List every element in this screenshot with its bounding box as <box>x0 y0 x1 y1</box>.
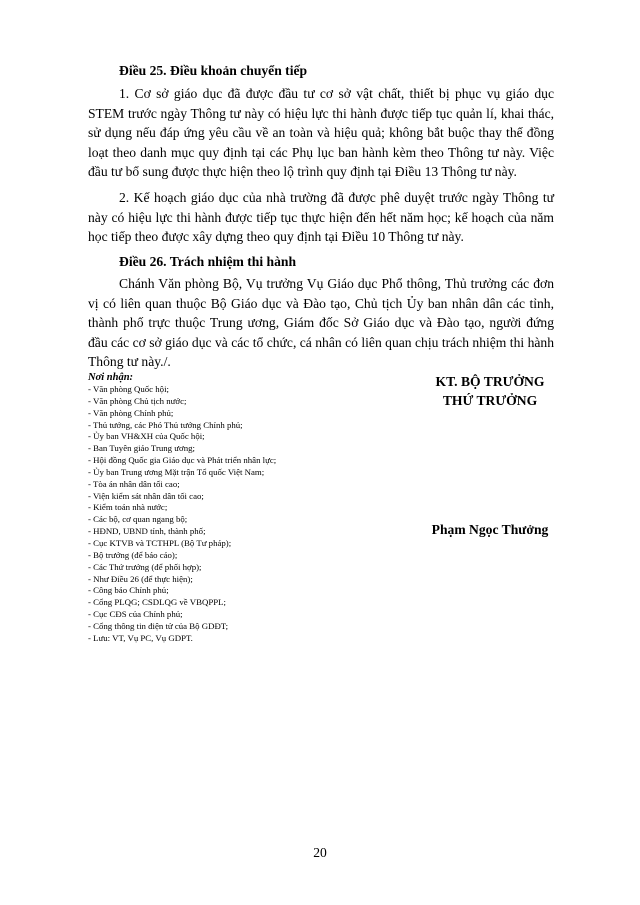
recipient-item: - Hội đồng Quốc gia Giáo dục và Phát triển nhân lực; <box>88 455 277 466</box>
recipient-item: - Các bộ, cơ quan ngang bộ; <box>88 514 188 525</box>
signer-title-2: THỨ TRƯỞNG <box>442 393 538 408</box>
recipient-item: - Các Thứ trưởng (để phối hợp); <box>88 561 202 572</box>
recipient-item: - Cục KTVB và TCTHPL (Bộ Tư pháp); <box>88 537 232 548</box>
recipient-item: - Cổng thông tin điện tử của Bộ GDĐT; <box>88 620 229 631</box>
recipient-item: - Kiểm toán nhà nước; <box>88 502 168 513</box>
recipient-item: - Cổng PLQG; CSDLQG về VBQPPL; <box>88 597 226 608</box>
article-25-heading: Điều 25. Điều khoản chuyển tiếp <box>119 63 308 78</box>
signer-title-1: KT. BỘ TRƯỞNG <box>435 374 545 389</box>
recipient-item: - Văn phòng Quốc hội; <box>88 384 169 394</box>
recipient-item: - Công báo Chính phủ; <box>88 585 169 596</box>
recipient-item: - Ban Tuyên giáo Trung ương; <box>88 443 195 454</box>
recipients-title: Nơi nhận: <box>88 372 134 383</box>
recipient-item: - Lưu: VT, Vụ PC, Vụ GDPT. <box>88 632 193 643</box>
recipient-item: - Cục CĐS của Chính phủ; <box>88 609 183 620</box>
signer-name: Phạm Ngọc Thưởng <box>431 522 549 537</box>
recipients-list <box>88 384 378 645</box>
article-26-heading: Điều 26. Trách nhiệm thi hành <box>119 254 297 269</box>
article-25-clause-2: 2. Kế hoạch giáo dục của nhà trường đã được phê duyệt trước ngày Thông tư này có hiệu lực thi hành được tiếp tục thực hiện đến hết năm học; kế hoạch của năm học tiếp theo được xây dựng theo quy định tại Điều 10 Thông tư này. <box>88 190 554 244</box>
recipient-item: - Bộ trưởng (để báo cáo); <box>88 549 178 560</box>
recipient-item: - Thủ tướng, các Phó Thủ tướng Chính phủ; <box>88 419 243 430</box>
recipients-block <box>88 371 378 645</box>
recipient-item: - Ủy ban VH&XH của Quốc hội; <box>88 431 205 442</box>
recipient-item: - Ủy ban Trung ương Mặt trận Tổ quốc Việt Nam; <box>88 466 265 477</box>
recipient-item: - HĐND, UBND tỉnh, thành phố; <box>88 526 206 537</box>
recipient-item: - Văn phòng Chính phủ; <box>88 407 174 418</box>
recipient-item: - Viện kiểm sát nhân dân tối cao; <box>88 490 204 501</box>
article-26-paragraph: Chánh Văn phòng Bộ, Vụ trưởng Vụ Giáo dục Phổ thông, Thủ trưởng các đơn vị có liên quan thuộc Bộ Giáo dục và Đào tạo, Chủ tịch Ủy ban nhân dân các tỉnh, thành phố trực thuộc Trung ương, Giám đốc Sở Giáo dục và Đào tạo, người đứng đầu các cơ sở giáo dục và các tổ chức, cá nhân có liên quan chịu trách nhiệm thi hành Thông tư này./. <box>88 276 554 369</box>
recipient-item: - Như Điều 26 (để thực hiện); <box>88 573 193 584</box>
recipient-item: - Văn phòng Chủ tịch nước; <box>88 395 187 406</box>
page-number: 20 <box>313 845 327 860</box>
recipient-item: - Tòa án nhân dân tối cao; <box>88 478 180 489</box>
article-25-clause-1: 1. Cơ sở giáo dục đã được đầu tư cơ sở vật chất, thiết bị phục vụ giáo dục STEM trước ngày Thông tư này có hiệu lực thi hành được tiếp tục quản lí, khai thác, sử dụng nếu đáp ứng yêu cầu về an toàn và hiệu quả; không bắt buộc thay thế đồng loạt theo danh mục quy định tại các Phụ lục ban hành kèm theo Thông tư này. Việc đầu tư bổ sung được thực hiện theo lộ trình quy định tại Điều 13 Thông tư này. <box>88 86 554 179</box>
